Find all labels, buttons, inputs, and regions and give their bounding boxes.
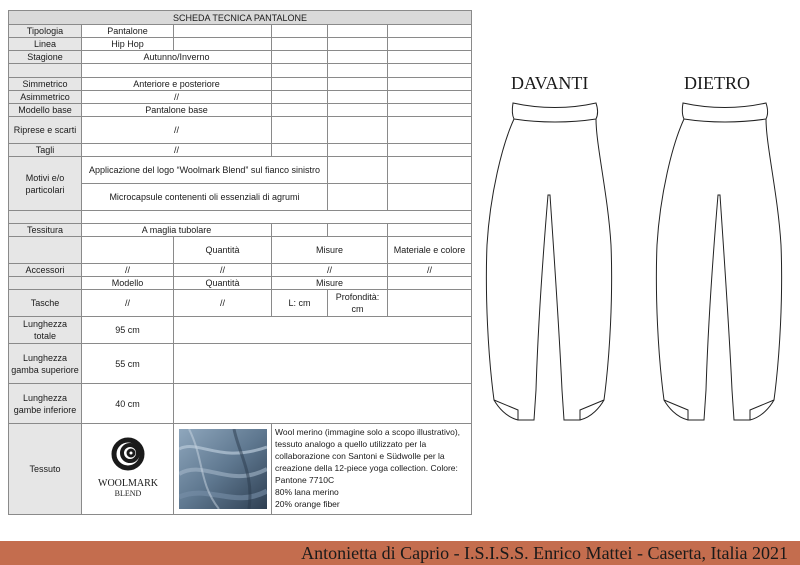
header-accessori-materiale: Materiale e colore <box>388 237 472 264</box>
value-accessori-1: // <box>82 264 174 277</box>
value-lunghezza-superiore: 55 cm <box>82 344 174 384</box>
value-lunghezza-inferiore: 40 cm <box>82 384 174 424</box>
logo-text-woolmark: WOOLMARK <box>97 477 158 489</box>
value-motivi-logo: Applicazione del logo “Woolmark Blend” sul fianco sinistro <box>82 157 328 184</box>
pants-front-sketch <box>486 103 611 420</box>
pants-back-sketch <box>656 103 781 420</box>
footer-credits: Antonietta di Caprio - I.S.I.S.S. Enrico Mattei - Caserta, Italia 2021 <box>0 541 800 565</box>
header-tasche-modello: Modello <box>82 277 174 290</box>
header-accessori-quantita: Quantità <box>174 237 272 264</box>
fabric-composition-1: 80% lana merino <box>275 487 339 497</box>
label-tagli: Tagli <box>9 144 82 157</box>
label-lunghezza-totale: Lunghezza totale <box>9 317 82 344</box>
sheet-title: SCHEDA TECNICA PANTALONE <box>9 11 472 25</box>
label-accessori: Accessori <box>9 264 82 277</box>
pants-sketches <box>480 95 800 440</box>
label-tasche: Tasche <box>9 290 82 317</box>
value-simmetrico: Anteriore e posteriore <box>82 78 272 91</box>
label-riprese: Riprese e scarti <box>9 117 82 144</box>
value-modello-base: Pantalone base <box>82 104 272 117</box>
value-tessitura: A maglia tubolare <box>82 224 272 237</box>
fabric-description: Wool merino (immagine solo a scopo illustrativo), tessuto analogo a quello utilizzato per la collaborazione con Santoni e Südwolle per la creazione della 12-piece yoga collection. Colore: Pantone 7710C <box>275 427 461 485</box>
label-tessuto: Tessuto <box>9 424 82 515</box>
header-tasche-quantita: Quantità <box>174 277 272 290</box>
woolmark-logo <box>82 424 174 515</box>
label-lunghezza-inferiore: Lunghezza gambe inferiore <box>9 384 82 424</box>
label-modello-base: Modello base <box>9 104 82 117</box>
label-linea: Linea <box>9 38 82 51</box>
label-dietro: DIETRO <box>684 73 750 93</box>
value-stagione: Autunno/Inverno <box>82 51 272 64</box>
label-tessitura: Tessitura <box>9 224 82 237</box>
value-lunghezza-totale: 95 cm <box>82 317 174 344</box>
label-stagione: Stagione <box>9 51 82 64</box>
fabric-description-cell <box>272 424 472 515</box>
value-accessori-2: // <box>174 264 272 277</box>
woolmark-blend-logo <box>88 432 168 504</box>
logo-text-blend: BLEND <box>114 488 141 498</box>
label-tipologia: Tipologia <box>9 25 82 38</box>
label-asimmetrico: Asimmetrico <box>9 91 82 104</box>
value-asimmetrico: // <box>82 91 272 104</box>
fabric-photo-image <box>179 429 267 509</box>
label-lunghezza-superiore: Lunghezza gamba superiore <box>9 344 82 384</box>
value-motivi-microcapsule: Microcapsule contenenti oli essenziali di agrumi <box>82 184 328 211</box>
fabric-composition-2: 20% orange fiber <box>275 499 340 509</box>
header-accessori-misure: Misure <box>272 237 388 264</box>
label-davanti: DAVANTI <box>511 73 589 93</box>
value-tasche-modello: // <box>82 290 174 317</box>
label-simmetrico: Simmetrico <box>9 78 82 91</box>
value-tagli: // <box>82 144 272 157</box>
value-tasche-profondita: Profondità: cm <box>328 290 388 317</box>
header-tasche-misure: Misure <box>272 277 388 290</box>
label-motivi: Motivi e/o particolari <box>9 157 82 211</box>
technical-sheet-table <box>8 10 472 515</box>
value-tasche-quantita: // <box>174 290 272 317</box>
value-riprese: // <box>82 117 272 144</box>
fabric-photo <box>174 424 272 515</box>
value-accessori-4: // <box>388 264 472 277</box>
value-accessori-3: // <box>272 264 388 277</box>
value-linea: Hip Hop <box>82 38 174 51</box>
value-tipologia: Pantalone <box>82 25 174 38</box>
value-tasche-lunghezza: L: cm <box>272 290 328 317</box>
